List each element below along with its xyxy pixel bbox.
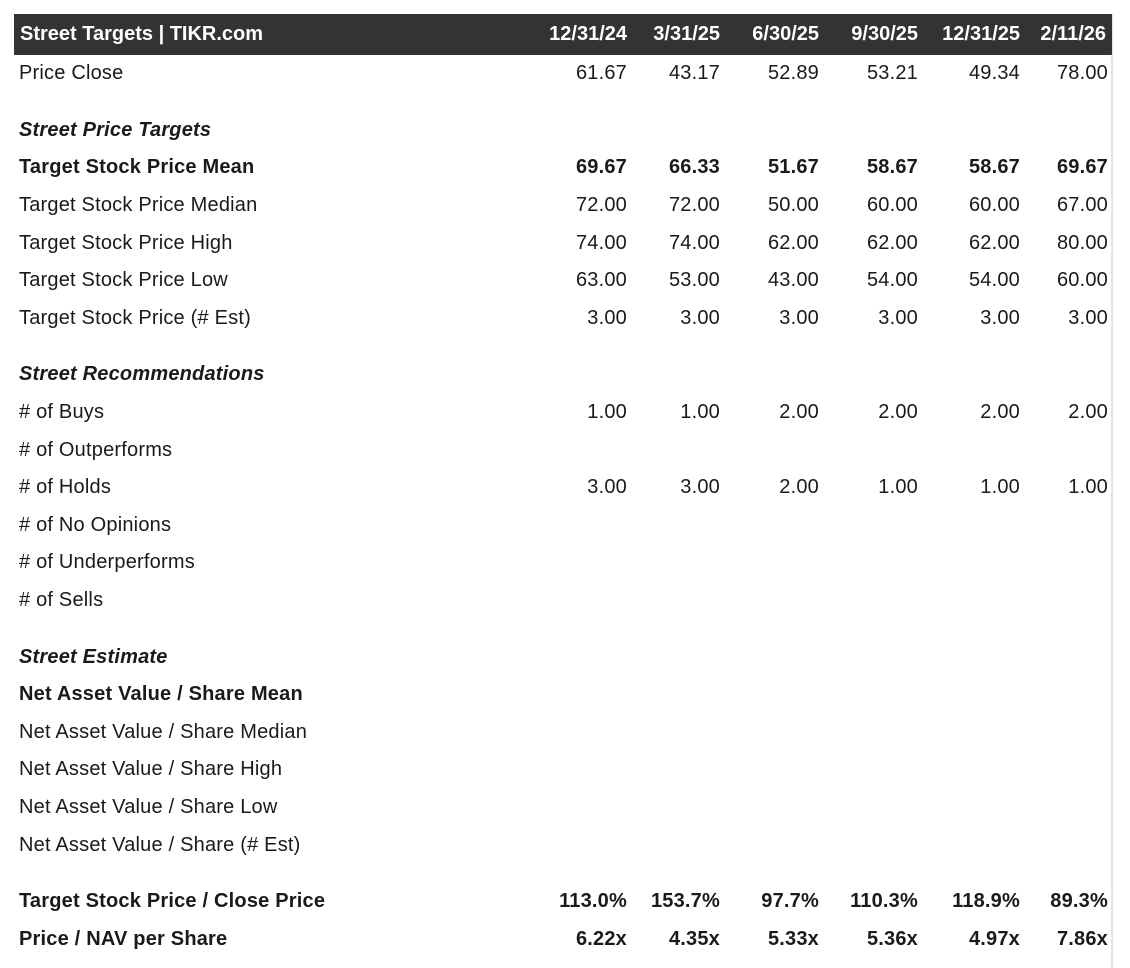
value-cell: 62.00 [968,231,1020,254]
value-cell: 3.00 [680,476,720,499]
value-cell: 74.00 [668,231,720,254]
table-row[interactable] [14,507,1112,545]
value-cell [819,789,918,827]
value-cell: 2.00 [980,401,1020,424]
value-cell [720,507,819,545]
value-cell [918,507,1020,545]
value-cell: 3.00 [680,306,720,329]
value-cell: 72.00 [575,194,627,217]
value-cell [918,751,1020,789]
value-cell [512,582,627,620]
row-label: Target Stock Price Median [19,194,258,217]
value-cell [512,714,627,752]
value-cell [627,751,720,789]
table-row[interactable] [14,187,1112,225]
table-row[interactable] [14,469,1112,507]
row-label: # of Underperforms [19,551,195,574]
value-cell: 3.00 [878,306,918,329]
row-label: Price Close [19,62,124,85]
row-label: Net Asset Value / Share Median [19,720,308,743]
value-cell: 51.67 [767,156,819,179]
date-header[interactable]: 9/30/25 [819,14,918,55]
value-cell: 53.00 [668,269,720,292]
value-cell [627,507,720,545]
value-cell: 1.00 [587,401,627,424]
value-cell: 2.00 [779,476,819,499]
row-label: # of Holds [19,476,112,499]
value-cell [819,714,918,752]
table-title: Street Targets | TIKR.com [14,14,512,55]
table-row[interactable] [14,920,1112,958]
value-cell [627,676,720,714]
table-row[interactable] [14,883,1112,921]
row-label: Net Asset Value / Share High [19,758,283,781]
table-header-row [14,14,1112,55]
value-cell: 3.00 [1068,306,1108,329]
row-label: # of Sells [19,589,104,612]
value-cell: 58.67 [968,156,1020,179]
table-row[interactable] [14,751,1112,789]
value-cell [627,789,720,827]
value-cell: 78.00 [1056,62,1108,85]
table-row[interactable] [14,149,1112,187]
value-cell: 3.00 [779,306,819,329]
table-row[interactable] [14,826,1112,864]
value-cell [918,582,1020,620]
value-cell [819,826,918,864]
row-label: Price / NAV per Share [19,927,228,950]
value-cell: 52.89 [767,62,819,85]
value-cell [512,544,627,582]
value-cell: 54.00 [968,269,1020,292]
street-targets-table [14,14,1112,958]
value-cell [720,826,819,864]
section-title: Street Price Targets [19,118,212,141]
value-cell: 49.34 [968,62,1020,85]
row-label: Net Asset Value / Share Low [19,795,278,818]
value-cell [819,507,918,545]
value-cell [720,431,819,469]
value-cell: 2.00 [878,401,918,424]
value-cell [1020,676,1112,714]
value-cell [512,751,627,789]
value-cell [720,751,819,789]
value-cell: 72.00 [668,194,720,217]
value-cell: 1.00 [680,401,720,424]
value-cell: 54.00 [866,269,918,292]
value-cell: 6.22x [575,927,627,950]
value-cell [918,544,1020,582]
section-header-row [14,112,1112,150]
value-cell: 50.00 [767,194,819,217]
value-cell [819,676,918,714]
value-cell: 74.00 [575,231,627,254]
value-cell: 153.7% [650,890,720,913]
value-cell: 3.00 [587,476,627,499]
value-cell: 60.00 [1056,269,1108,292]
value-cell [819,751,918,789]
section-header-row [14,638,1112,676]
spacer-row [14,619,1112,638]
value-cell [720,676,819,714]
value-cell [1020,751,1112,789]
value-cell: 5.36x [866,927,918,950]
value-cell [1020,507,1112,545]
table-row[interactable] [14,714,1112,752]
value-cell: 60.00 [866,194,918,217]
value-cell: 1.00 [980,476,1020,499]
value-cell [819,582,918,620]
date-header[interactable]: 3/31/25 [627,14,720,55]
value-cell: 4.35x [668,927,720,950]
value-cell: 3.00 [587,306,627,329]
value-cell: 60.00 [968,194,1020,217]
value-cell: 2.00 [1068,401,1108,424]
value-cell [1020,789,1112,827]
value-cell: 1.00 [1068,476,1108,499]
table-row[interactable] [14,544,1112,582]
value-cell [512,431,627,469]
value-cell [918,676,1020,714]
value-cell: 97.7% [761,890,819,913]
value-cell [1020,431,1112,469]
table-row[interactable] [14,262,1112,300]
row-label: Target Stock Price (# Est) [19,306,251,329]
value-cell [627,431,720,469]
table-row[interactable] [14,431,1112,469]
value-cell: 113.0% [559,890,627,913]
value-cell [627,544,720,582]
value-cell: 2.00 [779,401,819,424]
table-row[interactable] [14,676,1112,714]
value-cell [627,582,720,620]
value-cell: 67.00 [1056,194,1108,217]
value-cell: 89.3% [1050,890,1108,913]
value-cell [918,826,1020,864]
row-label: # of No Opinions [19,513,172,536]
row-label: Net Asset Value / Share (# Est) [19,833,301,856]
value-cell: 62.00 [866,231,918,254]
value-cell: 1.00 [878,476,918,499]
section-title: Street Estimate [19,645,168,668]
value-cell [512,507,627,545]
value-cell: 80.00 [1056,231,1108,254]
value-cell [819,544,918,582]
date-header[interactable]: 6/30/25 [720,14,819,55]
table-row[interactable] [14,582,1112,620]
value-cell [512,676,627,714]
value-cell [1020,582,1112,620]
value-cell [1020,544,1112,582]
value-cell [819,431,918,469]
value-cell [1020,714,1112,752]
value-cell [627,826,720,864]
price-close-row[interactable] [14,55,1112,93]
table-row[interactable] [14,789,1112,827]
value-cell: 69.67 [1056,156,1108,179]
value-cell [720,544,819,582]
row-label: # of Buys [19,401,105,424]
value-cell: 66.33 [668,156,720,179]
row-label: Target Stock Price / Close Price [19,890,326,913]
value-cell: 3.00 [980,306,1020,329]
row-label: Target Stock Price Low [19,269,228,292]
date-header[interactable]: 12/31/24 [512,14,627,55]
value-cell: 110.3% [850,890,918,913]
value-cell [512,826,627,864]
spacer-row [14,93,1112,112]
value-cell: 43.00 [767,269,819,292]
row-label: Target Stock Price Mean [19,156,255,179]
value-cell: 69.67 [575,156,627,179]
value-cell: 53.21 [866,62,918,85]
spacer-row [14,337,1112,356]
value-cell: 61.67 [575,62,627,85]
value-cell [720,789,819,827]
value-cell [627,714,720,752]
section-header-row [14,356,1112,394]
table-row[interactable] [14,394,1112,432]
row-label: # of Outperforms [19,438,173,461]
value-cell: 62.00 [767,231,819,254]
value-cell: 7.86x [1056,927,1108,950]
section-title: Street Recommendations [19,363,265,386]
row-label: Target Stock Price High [19,231,233,254]
date-header[interactable]: 2/11/26 [1020,14,1112,55]
table-row[interactable] [14,224,1112,262]
value-cell: 43.17 [668,62,720,85]
value-cell [918,714,1020,752]
value-cell [720,582,819,620]
date-header[interactable]: 12/31/25 [918,14,1020,55]
value-cell [720,714,819,752]
value-cell: 58.67 [866,156,918,179]
value-cell: 118.9% [952,890,1020,913]
value-cell [918,789,1020,827]
row-label: Net Asset Value / Share Mean [19,683,303,706]
value-cell [918,431,1020,469]
table-row[interactable] [14,300,1112,338]
value-cell [512,789,627,827]
value-cell: 4.97x [968,927,1020,950]
value-cell: 63.00 [575,269,627,292]
spacer-row [14,864,1112,883]
value-cell: 5.33x [767,927,819,950]
value-cell [1020,826,1112,864]
